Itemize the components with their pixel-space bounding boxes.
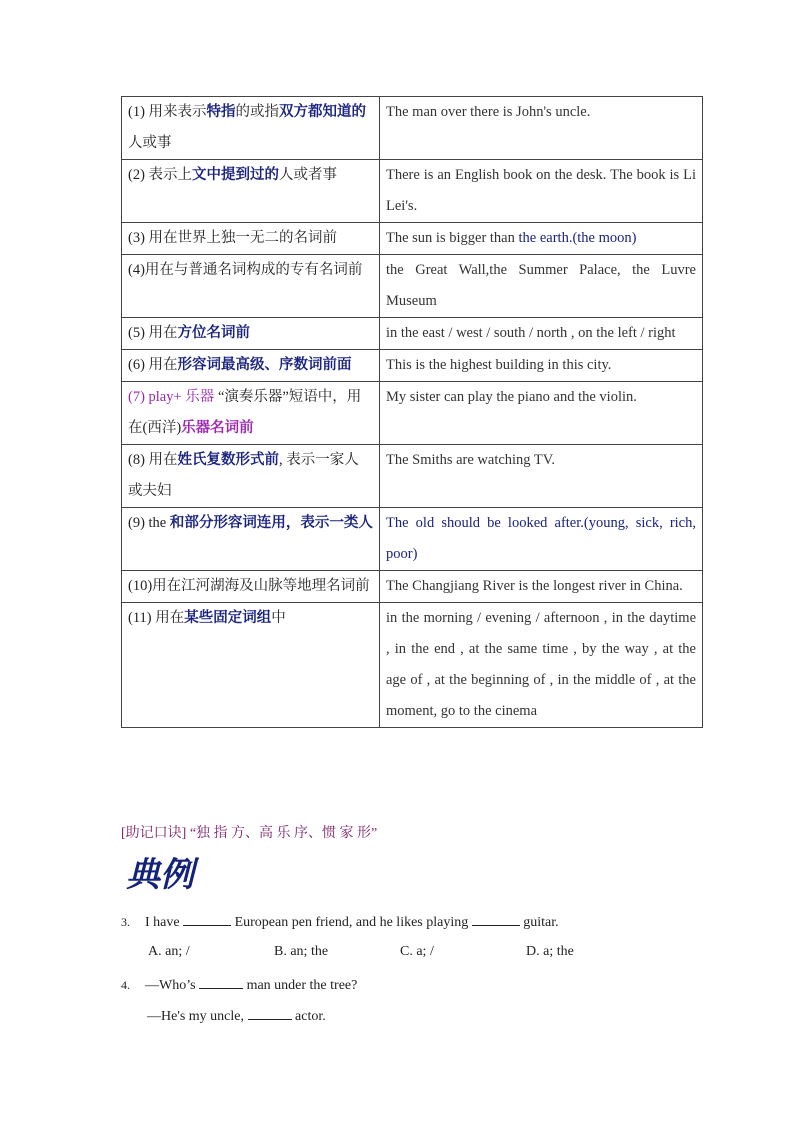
rule-text: (6) 用在	[128, 357, 178, 373]
example-text: The Changjiang River is the longest river in China.	[386, 578, 683, 594]
example-cell	[380, 350, 703, 382]
usage-rule-cell	[122, 255, 380, 318]
table-row	[122, 350, 703, 382]
example-text: The man over there is John's uncle.	[386, 104, 591, 120]
example-text: My sister can play the piano and the violin.	[386, 389, 637, 405]
example-text: The Smiths are watching TV.	[386, 452, 556, 468]
example-text: the Great Wall,the Summer Palace, the Luvre Museum	[386, 262, 696, 309]
usage-rule-cell	[122, 223, 380, 255]
rule-text: (7) play+ 乐器	[128, 389, 215, 405]
example-cell	[380, 97, 703, 160]
rule-text: 某些固定词组	[184, 610, 272, 626]
question-text: guitar.	[519, 915, 559, 930]
usage-rule-cell	[122, 571, 380, 603]
table-row	[122, 223, 703, 255]
rule-text: 特指	[206, 104, 236, 120]
mnemonic-text: “独 指 方、高 乐 序、惯 家 形”	[186, 826, 378, 841]
option-d[interactable]: D. a; the	[526, 944, 574, 959]
example-cell	[380, 508, 703, 571]
question-3	[121, 913, 559, 931]
usage-rule-cell	[122, 318, 380, 350]
question-4-line2	[147, 1007, 326, 1025]
option-b[interactable]: B. an; the	[274, 944, 329, 959]
example-text: the earth.(the moon)	[518, 230, 637, 246]
rule-text: 人或事	[128, 135, 172, 151]
table-row	[122, 255, 703, 318]
example-text: in the east / west / south / north , on the left / right	[386, 325, 676, 341]
example-cell	[380, 571, 703, 603]
example-text: This is the highest building in this city.	[386, 357, 612, 373]
mnemonic	[121, 822, 377, 842]
example-text: (young, sick, rich, poor)	[386, 515, 696, 562]
question-text: I have	[145, 915, 184, 930]
rule-text: (9) the	[128, 515, 170, 531]
option-a[interactable]: A. an; /	[148, 944, 190, 959]
rule-text: “演奏乐器”短语中，用在(西洋)	[128, 389, 362, 436]
example-text: The old should be looked after.	[386, 515, 584, 531]
usage-rule-cell	[122, 382, 380, 445]
table-row	[122, 160, 703, 223]
table-row	[122, 97, 703, 160]
usage-rule-cell	[122, 350, 380, 382]
usage-rule-cell	[122, 97, 380, 160]
usage-rule-cell	[122, 508, 380, 571]
rule-text: (10)用在江河湖海及山脉等地理名词前	[128, 578, 370, 594]
example-cell	[380, 382, 703, 445]
question-number: 4.	[121, 978, 130, 992]
table-row	[122, 508, 703, 571]
example-cell	[380, 160, 703, 223]
question-text: actor.	[291, 1009, 326, 1024]
rule-text: (3) 用在世界上独一无二的名词前	[128, 230, 338, 246]
question-4	[121, 976, 357, 994]
rule-text: 的或指	[235, 104, 280, 120]
table-row	[122, 318, 703, 350]
rule-text: (1) 用来表示	[128, 104, 207, 120]
rule-text: (8) 用在	[128, 452, 178, 468]
example-text: The sun is bigger than	[386, 230, 519, 246]
table-row	[122, 445, 703, 508]
question-number: 3.	[121, 915, 130, 929]
example-logo	[124, 852, 199, 896]
usage-rule-cell	[122, 445, 380, 508]
mnemonic-label: [助记口诀]	[121, 826, 187, 841]
example-text: There is an English book on the desk. The book is Li Lei's.	[386, 167, 696, 214]
rule-text: 中	[271, 610, 286, 626]
question-text: —He's my uncle,	[147, 1009, 248, 1024]
example-cell	[380, 318, 703, 350]
rule-text: 形容词最高级、序数词前面	[177, 357, 352, 373]
rule-text: (11) 用在	[128, 610, 185, 626]
example-cell	[380, 223, 703, 255]
table-row	[122, 382, 703, 445]
rule-text: 人或者事	[279, 167, 338, 183]
answer-blank[interactable]	[199, 976, 243, 989]
question-text: man under the tree?	[243, 978, 358, 993]
example-cell	[380, 603, 703, 728]
example-cell	[380, 445, 703, 508]
example-text: in the morning / evening / afternoon , in the daytime , in the end , at the same time , by the way , at the age of , at the beginning of , in the middle of , at the moment, go to the cinema	[386, 610, 696, 719]
article-usage-table	[121, 96, 703, 728]
rule-text: (4)用在与普通名词构成的专有名词前	[128, 262, 363, 278]
answer-blank[interactable]	[472, 913, 520, 926]
usage-rule-cell	[122, 160, 380, 223]
answer-blank[interactable]	[248, 1007, 292, 1020]
rule-text: (5) 用在	[128, 325, 178, 341]
rule-text: 姓氏复数形式前	[177, 452, 280, 468]
option-c[interactable]: C. a; /	[400, 944, 434, 959]
table-row	[122, 571, 703, 603]
question-text: —Who’s	[145, 978, 200, 993]
question-text: European pen friend, and he likes playing	[231, 915, 472, 930]
rule-text: , 表示一家人或夫妇	[128, 452, 359, 499]
rule-text: 和部分形容词连用，表示一类人	[169, 515, 373, 531]
logo-text: 典例	[126, 855, 194, 895]
example-cell	[380, 255, 703, 318]
rule-text: 文中提到过的	[192, 167, 280, 183]
rule-text: 双方都知道的	[279, 104, 367, 120]
rule-text: 方位名词前	[177, 325, 251, 341]
table-row	[122, 603, 703, 728]
rule-text: 乐器名词前	[181, 420, 254, 436]
usage-rule-cell	[122, 603, 380, 728]
rule-text: (2) 表示上	[128, 167, 193, 183]
answer-blank[interactable]	[183, 913, 231, 926]
